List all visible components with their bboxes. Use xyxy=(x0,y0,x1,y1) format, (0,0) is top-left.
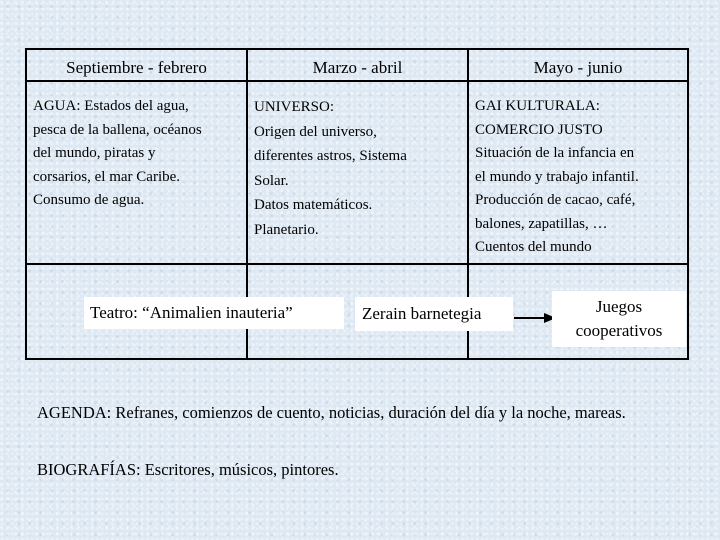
cell-line: balones, zapatillas, … xyxy=(475,215,608,232)
cell-line: Consumo de agua. xyxy=(33,192,145,208)
cell-line: Solar. xyxy=(254,172,289,189)
cell-line: pesca de la ballena, océanos xyxy=(33,121,202,138)
cell-line: AGUA: Estados del agua, xyxy=(33,98,189,114)
row-divider xyxy=(27,263,687,265)
cell-line: Cuentos del mundo xyxy=(475,239,592,255)
arrow-right-icon xyxy=(514,312,556,324)
juegos-line: cooperativos xyxy=(575,321,663,340)
cell-line: Datos matemáticos. xyxy=(254,197,373,213)
cell-line: UNIVERSO: xyxy=(254,99,335,115)
cell-universo xyxy=(254,95,407,242)
cell-line: diferentes astros, Sistema xyxy=(254,148,407,164)
cell-agua xyxy=(33,95,202,213)
cell-gai-kulturala xyxy=(475,95,639,260)
cell-line: Planetario. xyxy=(254,221,319,238)
biografias-text: BIOGRAFÍAS: Escritores, músicos, pintores. xyxy=(37,460,339,479)
cell-line: Situación de la infancia en xyxy=(475,145,635,161)
cell-line: Origen del universo, xyxy=(254,123,377,140)
cell-line: COMERCIO JUSTO xyxy=(475,121,603,138)
header-septiembre-febrero: Septiembre - febrero xyxy=(66,58,207,77)
juegos-box xyxy=(552,291,686,347)
juegos-line: Juegos xyxy=(595,297,643,316)
cell-line: el mundo y trabajo infantil. xyxy=(475,168,639,185)
cell-line: corsarios, el mar Caribe. xyxy=(33,168,181,185)
header-mayo-junio: Mayo - junio xyxy=(533,58,623,77)
row-divider xyxy=(27,80,687,82)
zerain-box: Zerain barnetegia xyxy=(355,297,513,331)
cell-line: del mundo, piratas y xyxy=(33,145,156,161)
teatro-box: Teatro: “Animalien inauteria” xyxy=(84,297,344,329)
header-marzo-abril: Marzo - abril xyxy=(312,58,403,77)
cell-line: Producción de cacao, café, xyxy=(475,192,636,208)
cell-line: GAI KULTURALA: xyxy=(475,98,600,114)
agenda-text: AGENDA: Refranes, comienzos de cuento, noticias, duración del día y la noche, mareas. xyxy=(37,403,626,422)
